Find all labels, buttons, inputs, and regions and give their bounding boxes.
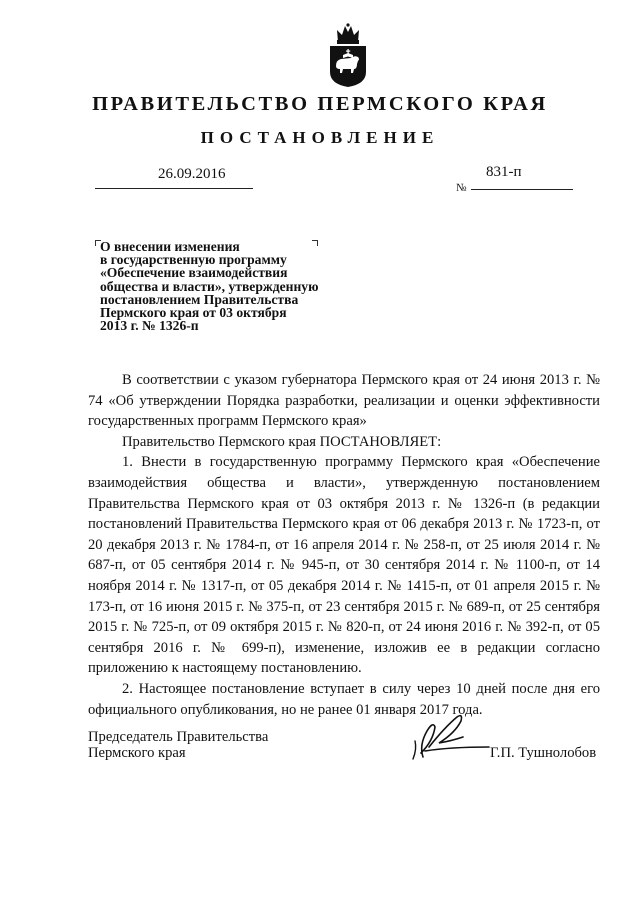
subject-line: постановлением Правительства (100, 291, 299, 307)
subject-line: О внесении изменения (100, 239, 240, 254)
signatory-name: Г.П. Тушнолобов (490, 745, 597, 761)
subject-line: в государственную программу (100, 252, 287, 268)
document-body (88, 370, 600, 720)
subject-block (100, 240, 350, 332)
number-underline (471, 189, 573, 190)
document-date: 26.09.2016 (158, 166, 226, 182)
perm-krai-coat-of-arms-icon (327, 22, 369, 88)
subject-line: Пермского края от 03 октября (100, 305, 287, 321)
subject-line: 2013 г. № 1326-п (100, 318, 199, 334)
position-line: Пермского края (88, 744, 186, 761)
document-type: ПОСТАНОВЛЕНИЕ (200, 128, 440, 147)
number-sign: № (456, 182, 467, 194)
body-paragraph: 1. Внести в государственную программу Пермского края «Обеспечение взаимодействия общества и власти», утвержденную постановлением Правительства Пермского края от 03 октября 2013 г. № 1326-п (в редакции постановлений Правительства Пермского края от 06 декабря 2013 г. № 1723-п, от 20 декабря 2013 г. № 1784-п, от 16 апреля 2014 г. № 258-п, от 25 июля 2014 г. № 687-п, от 05 сентября 2014 г. № 945-п, от 30 сентября 2014 г. № 1100-п, от 14 ноября 2014 г. № 1317-п, от 05 декабря 2014 г. № 1415-п, от 01 апреля 2015 г. № 173-п, от 16 июня 2015 г. № 375-п, от 23 сентября 2015 г. № 689-п, от 25 сентября 2015 г. № 725-п, от 09 октября 2015 г. № 820-п, от 24 июня 2016 г. № 392-п, от 05 сентября 2016 г. № 699-п), изменение, изложив ее в редакции согласно приложению к настоящему постановлению. (88, 454, 600, 677)
handwritten-signature (405, 707, 490, 765)
subject-line: общества и власти», утвержденную (100, 278, 319, 294)
body-paragraph: 2. Настоящее постановление вступает в силу через 10 дней после дня его официального опубликования, но не ранее 01 января 2017 года. (88, 680, 600, 718)
date-underline (95, 188, 253, 189)
subject-line: «Обеспечение взаимодействия (100, 265, 288, 281)
signatory-position (88, 730, 268, 761)
document-number: 831-п (486, 164, 522, 180)
body-paragraph: В соответствии с указом губернатора Пермского края от 24 июня 2013 г. № 74 «Об утверждении Порядка разработки, реализации и оценки эффективности государственных программ Пермского края» (88, 372, 600, 430)
government-title: ПРАВИТЕЛЬСТВО ПЕРМСКОГО КРАЯ (92, 93, 548, 115)
position-line: Председатель Правительства (88, 729, 269, 745)
body-paragraph: Правительство Пермского края ПОСТАНОВЛЯЕТ: (122, 433, 442, 450)
